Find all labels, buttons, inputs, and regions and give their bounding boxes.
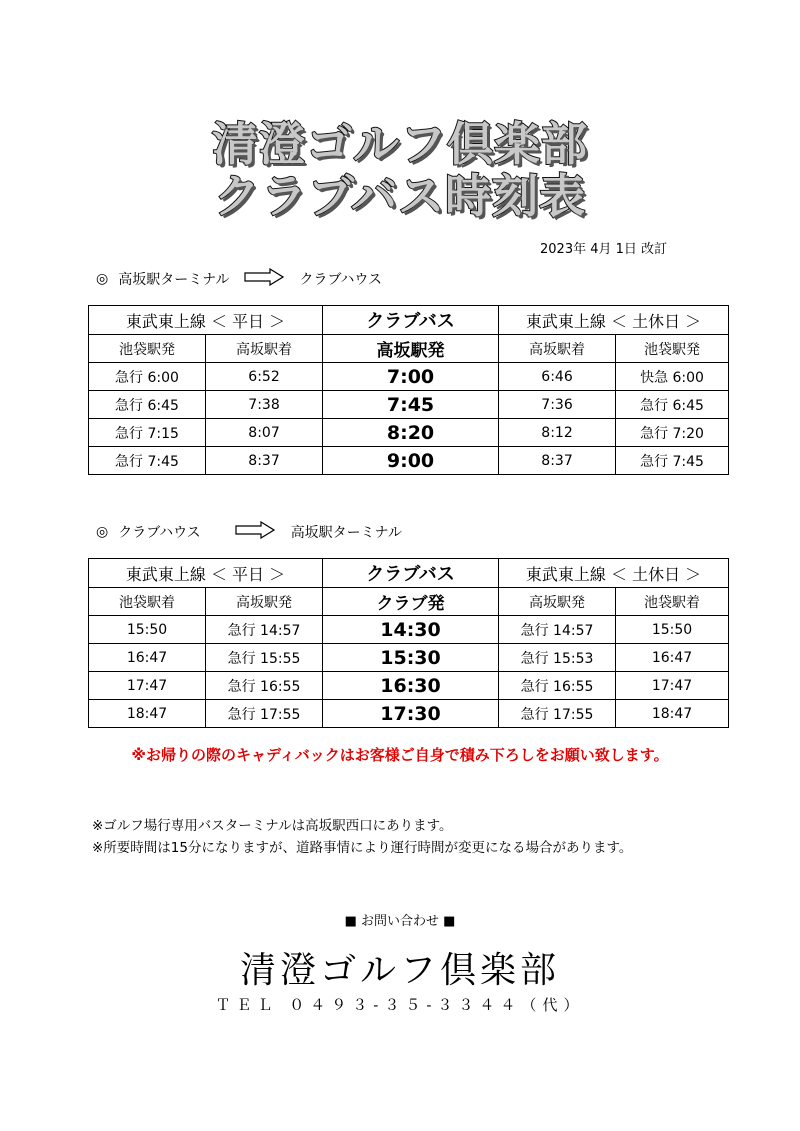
return-route [96,521,402,543]
table-cell: 18:47 [89,700,206,728]
outbound-bus-subheader: 高坂駅発 [323,335,499,363]
table-cell: 急行 6:00 [89,363,206,391]
outbound-mark: ◎ [96,271,109,287]
return-subheader: 高坂駅発 [499,588,616,616]
return-bus-subheader: クラブ発 [323,588,499,616]
table-row [89,616,729,644]
table-row [89,391,729,419]
table-cell: 急行 14:57 [499,616,616,644]
table-row [89,700,729,728]
return-timetable [88,558,729,728]
bus-time-cell: 7:45 [323,391,499,419]
table-row [89,447,729,475]
table-cell: 急行 16:55 [206,672,323,700]
note-terminal: ※ゴルフ場行専用バスターミナルは高坂駅西口にあります。 [92,818,453,834]
table-cell: 急行 7:45 [616,447,729,475]
note-duration: ※所要時間は15分になりますが、道路事情により運行時間が変更になる場合があります。 [92,840,633,856]
outbound-bus-header: クラブバス [323,306,499,335]
table-cell: 7:36 [499,391,616,419]
table-cell: 18:47 [616,700,729,728]
table-cell: 急行 7:45 [89,447,206,475]
bus-time-cell: 9:00 [323,447,499,475]
return-subheader: 池袋駅着 [89,588,206,616]
outbound-weekday-line: 東武東上線 ＜ 平日 ＞ [89,306,323,335]
return-mark: ◎ [96,524,109,540]
outbound-subheader: 池袋駅発 [89,335,206,363]
table-cell: 17:47 [616,672,729,700]
caddie-bag-warning: ※お帰りの際のキャディバックはお客様ご自身で積み下ろしをお願い致します。 [131,746,669,764]
table-row [89,644,729,672]
club-name: 清澄ゴルフ倶楽部 [239,950,560,991]
return-bus-header: クラブバス [323,559,499,588]
return-to: 高坂駅ターミナル [290,525,402,541]
outbound-holiday-line: 東武東上線 ＜ 土休日 ＞ [499,306,729,335]
table-cell: 8:37 [499,447,616,475]
outbound-subheader: 池袋駅発 [616,335,729,363]
return-from: クラブハウス [118,525,201,541]
outbound-from: 高坂駅ターミナル [118,272,230,288]
right-arrow-icon [235,521,275,543]
table-cell: 急行 15:53 [499,644,616,672]
title-line-1: 清澄ゴルフ倶楽部 [212,117,588,171]
table-cell: 15:50 [89,616,206,644]
table-cell: 急行 6:45 [616,391,729,419]
table-cell: 急行 7:15 [89,419,206,447]
table-cell: 16:47 [89,644,206,672]
table-cell: 6:52 [206,363,323,391]
table-cell: 17:47 [89,672,206,700]
table-cell: 急行 16:55 [499,672,616,700]
contact-label: ■ お問い合わせ ■ [344,914,456,929]
bus-time-cell: 15:30 [323,644,499,672]
return-subheader: 池袋駅着 [616,588,729,616]
table-cell: 急行 15:55 [206,644,323,672]
table-cell: 8:07 [206,419,323,447]
return-subheader: 高坂駅発 [206,588,323,616]
bus-time-cell: 14:30 [323,616,499,644]
table-row [89,672,729,700]
return-holiday-line: 東武東上線 ＜ 土休日 ＞ [499,559,729,588]
title-line-2: クラブバス時刻表 [213,169,587,223]
table-cell: 急行 17:55 [206,700,323,728]
table-cell: 7:38 [206,391,323,419]
table-cell: 急行 6:45 [89,391,206,419]
table-cell: 8:12 [499,419,616,447]
table-cell: 急行 7:20 [616,419,729,447]
table-cell: 16:47 [616,644,729,672]
table-cell: 6:46 [499,363,616,391]
return-weekday-line: 東武東上線 ＜ 平日 ＞ [89,559,323,588]
outbound-timetable [88,305,729,475]
bus-time-cell: 7:00 [323,363,499,391]
revised-date: 2023年 4月 1日 改訂 [540,242,668,257]
table-cell: 8:37 [206,447,323,475]
outbound-to: クラブハウス [299,272,382,288]
bus-time-cell: 17:30 [323,700,499,728]
outbound-subheader: 高坂駅着 [499,335,616,363]
page-title [0,118,800,222]
table-cell: 15:50 [616,616,729,644]
outbound-subheader: 高坂駅着 [206,335,323,363]
bus-time-cell: 8:20 [323,419,499,447]
table-cell: 急行 17:55 [499,700,616,728]
table-row [89,419,729,447]
table-row [89,363,729,391]
outbound-route [96,268,382,290]
notes [92,815,632,859]
telephone: ＴＥＬ ０４９３-３５-３３４４（代） [215,996,585,1014]
bus-time-cell: 16:30 [323,672,499,700]
table-cell: 急行 14:57 [206,616,323,644]
right-arrow-icon [244,268,284,290]
table-cell: 快急 6:00 [616,363,729,391]
